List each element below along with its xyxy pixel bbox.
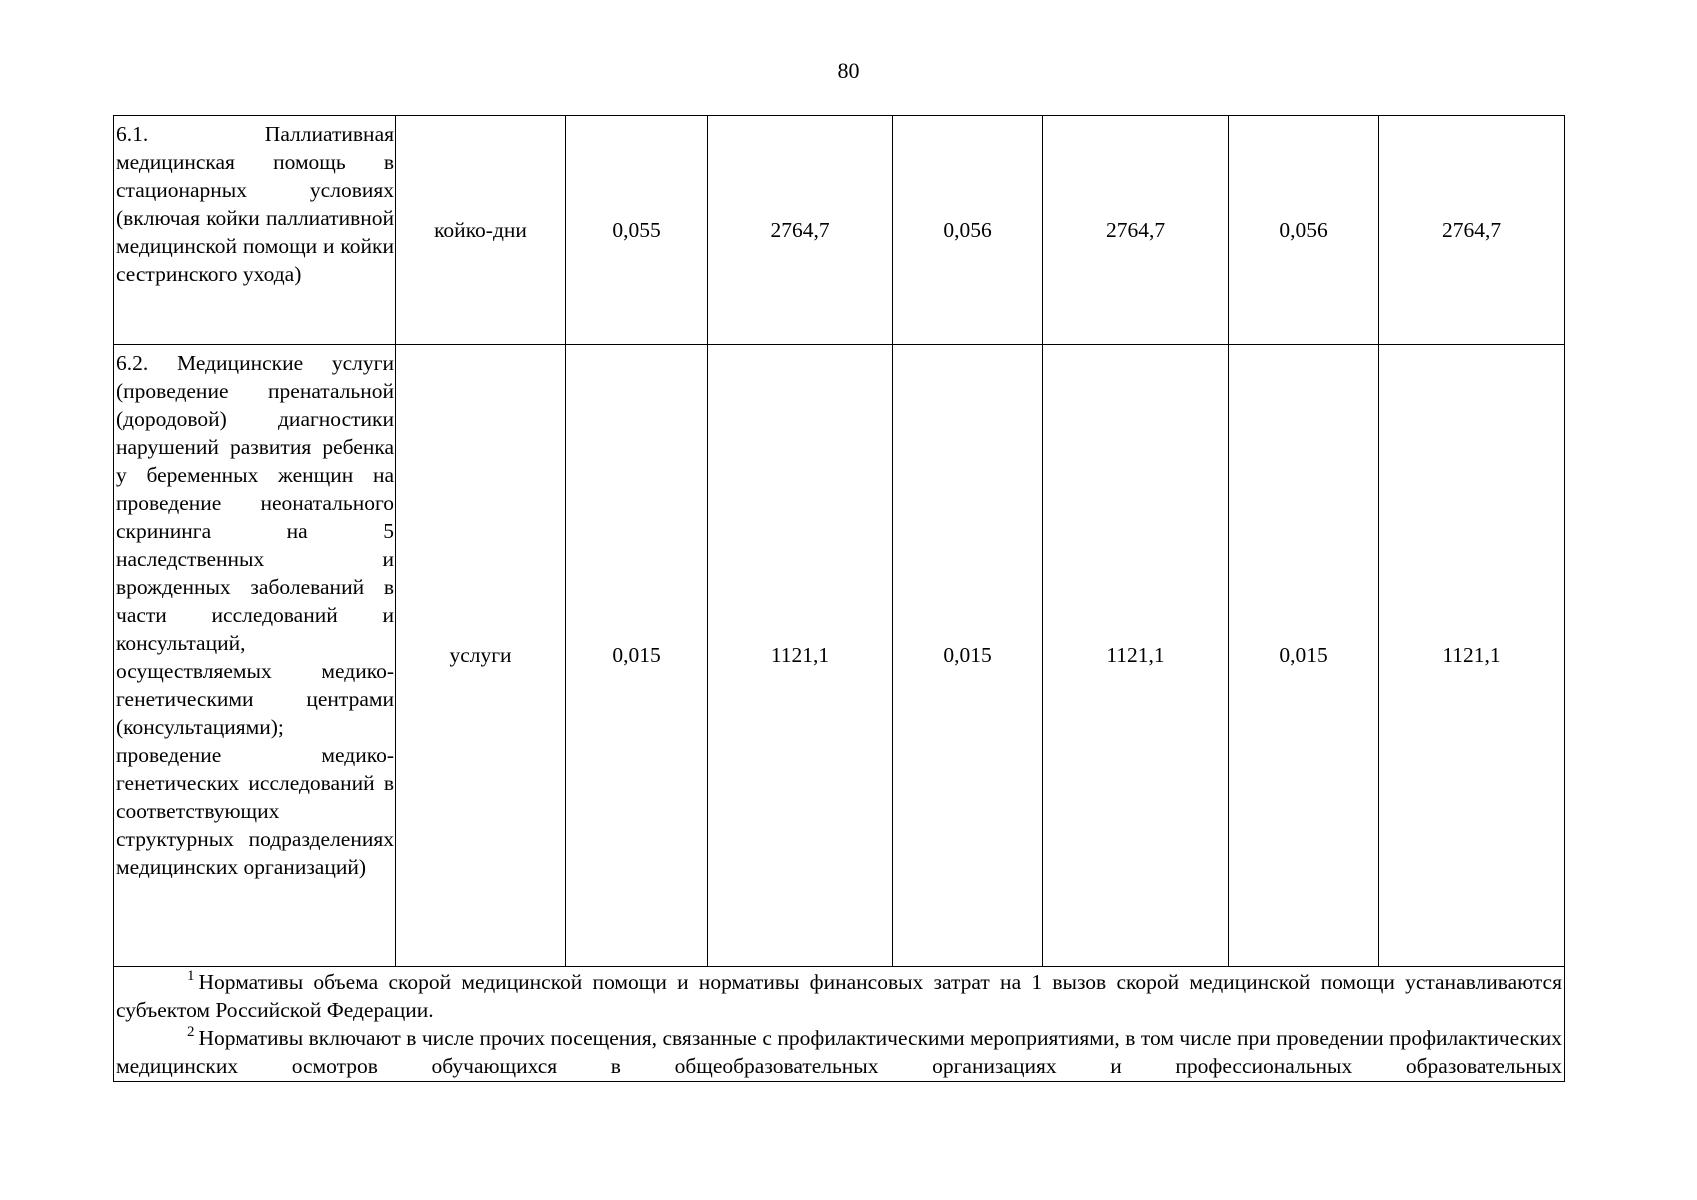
page-number: 80 (837, 58, 860, 83)
table-row (114, 345, 1565, 967)
footnotes-cell (114, 967, 1565, 1082)
value-cell: 2764,7 (1043, 116, 1229, 345)
row-label: 6.2. Медицинские услуги (проведение пренатальной (дородовой) диагностики нарушений развития ребенка у беременных женщин на проведение неонатального скрининга на 5 наследственных и врожденных заболеваний в части исследований и консультаций, осуществляемых медико-генетическими центрами (консультациями); проведение медико-генетических исследований в соответствующих структурных подразделениях медицинских организаций) (114, 345, 396, 967)
value-cell: 0,056 (893, 116, 1043, 345)
footnote-text: Нормативы включают в числе прочих посещения, связанные с профилактическими мероприятиями, в том числе при проведении профилактических медицинских осмотров обучающихся в общеобразовательных организациях и профессиональных образовательных (116, 1026, 1562, 1078)
value-cell: 2764,7 (708, 116, 893, 345)
value-cell: 1121,1 (708, 345, 893, 967)
value-cell: 0,015 (893, 345, 1043, 967)
footnotes-row (114, 967, 1565, 1082)
value-cell: 0,015 (1229, 345, 1379, 967)
value-cell: 2764,7 (1379, 116, 1565, 345)
unit-cell: услуги (396, 345, 566, 967)
footnote-mark: 1 (187, 968, 195, 984)
table-row (114, 116, 1565, 345)
value-cell: 1121,1 (1379, 345, 1565, 967)
footnote (116, 1024, 1562, 1080)
value-cell: 1121,1 (1043, 345, 1229, 967)
row-label: 6.1. Паллиативная медицинская помощь в стационарных условиях (включая койки паллиативной медицинской помощи и койки сестринского ухода) (114, 116, 396, 345)
footnote (116, 968, 1562, 1024)
footnote-text: Нормативы объема скорой медицинской помощи и нормативы финансовых затрат на 1 вызов скорой медицинской помощи устанавливаются субъектом Российской Федерации. (116, 970, 1562, 1022)
value-cell: 0,055 (566, 116, 708, 345)
value-cell: 0,056 (1229, 116, 1379, 345)
norms-table (113, 115, 1565, 1082)
footnote-mark: 2 (187, 1024, 195, 1040)
unit-cell: койко-дни (396, 116, 566, 345)
value-cell: 0,015 (566, 345, 708, 967)
